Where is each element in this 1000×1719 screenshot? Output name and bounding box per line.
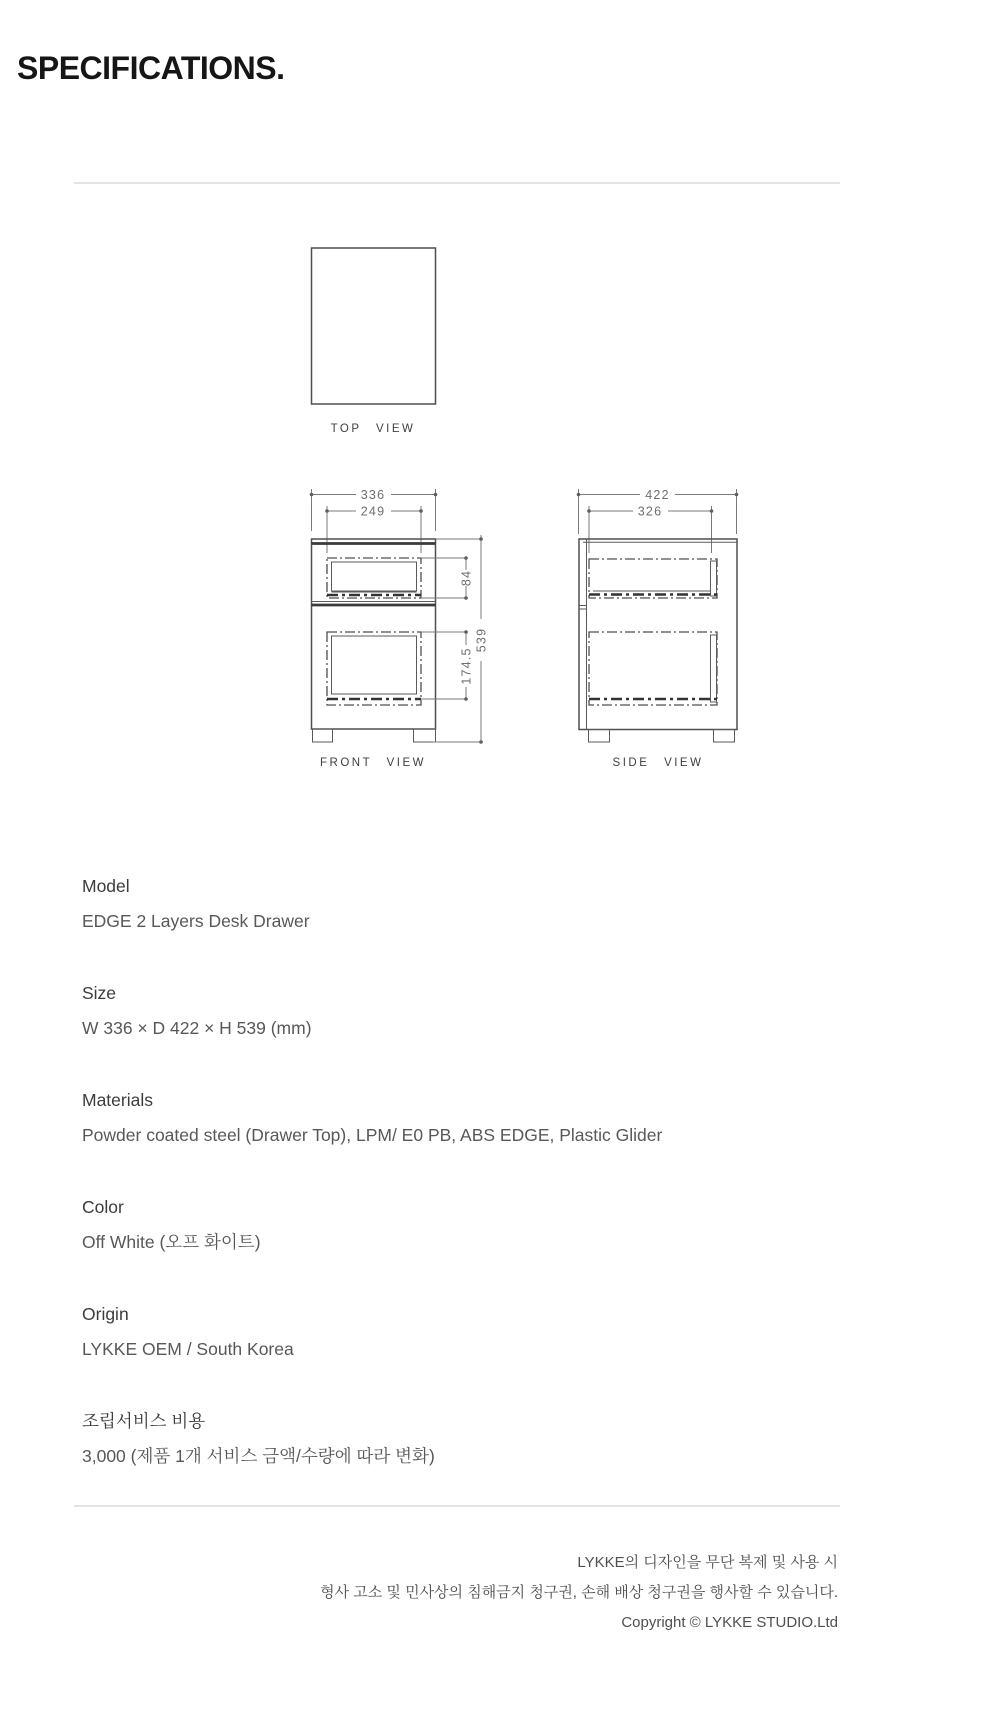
- side-view-drawing: [577, 488, 739, 769]
- spec-value: Powder coated steel (Drawer Top), LPM/ E0 PB, ABS EDGE, Plastic Glider: [82, 1125, 663, 1145]
- spec-row-assembly-service: [82, 1407, 842, 1470]
- spec-value: W 336 × D 422 × H 539 (mm): [82, 1018, 312, 1038]
- footer-line-3: Copyright © LYKKE STUDIO.Ltd: [621, 1614, 838, 1631]
- spec-value: 3,000 (제품 1개 서비스 금액/수량에 따라 변화): [82, 1446, 435, 1466]
- footer-disclaimer: [320, 1548, 838, 1638]
- dim-bottom-drawer-height: 174.5: [459, 647, 474, 685]
- technical-drawing: [0, 200, 1000, 800]
- spec-value: LYKKE OEM / South Korea: [82, 1339, 294, 1359]
- spec-row-model: [82, 872, 842, 935]
- page-title: SPECIFICATIONS.: [17, 50, 285, 86]
- spec-row-origin: [82, 1300, 842, 1363]
- footer-line-1: LYKKE의 디자인을 무단 복제 및 사용 시: [577, 1554, 838, 1571]
- spec-label: Color: [82, 1197, 124, 1217]
- dim-side-depth: 422: [645, 488, 670, 502]
- dim-front-width: 336: [360, 488, 386, 502]
- spec-row-materials: [82, 1086, 842, 1149]
- spec-label: Materials: [82, 1090, 153, 1110]
- spec-label: Size: [82, 983, 117, 1003]
- top-view-drawing: [312, 248, 436, 435]
- top-view-label: TOP VIEW: [330, 423, 416, 435]
- footer-line-2: 형사 고소 및 민사상의 침해금지 청구권, 손해 배상 청구권을 행사할 수 있습니다.: [320, 1584, 838, 1601]
- spec-row-color: [82, 1193, 842, 1256]
- bottom-divider: [74, 1505, 840, 1507]
- front-view-label: FRONT VIEW: [320, 757, 426, 769]
- side-view-label: SIDE VIEW: [612, 757, 704, 769]
- front-view-drawing: [310, 488, 489, 769]
- dim-top-drawer-height: 84: [459, 569, 474, 587]
- dim-front-drawer-width: 249: [360, 504, 386, 519]
- spec-label: Origin: [82, 1304, 129, 1324]
- spec-value: Off White (오프 화이트): [82, 1232, 261, 1252]
- dim-total-height: 539: [474, 627, 489, 653]
- dim-side-drawer-depth: 326: [637, 504, 663, 519]
- spec-value: EDGE 2 Layers Desk Drawer: [82, 911, 310, 931]
- spec-row-size: [82, 979, 842, 1042]
- specs-list: [82, 872, 842, 1514]
- spec-label: Model: [82, 876, 130, 896]
- spec-label: 조립서비스 비용: [82, 1411, 206, 1431]
- top-divider: [74, 182, 840, 184]
